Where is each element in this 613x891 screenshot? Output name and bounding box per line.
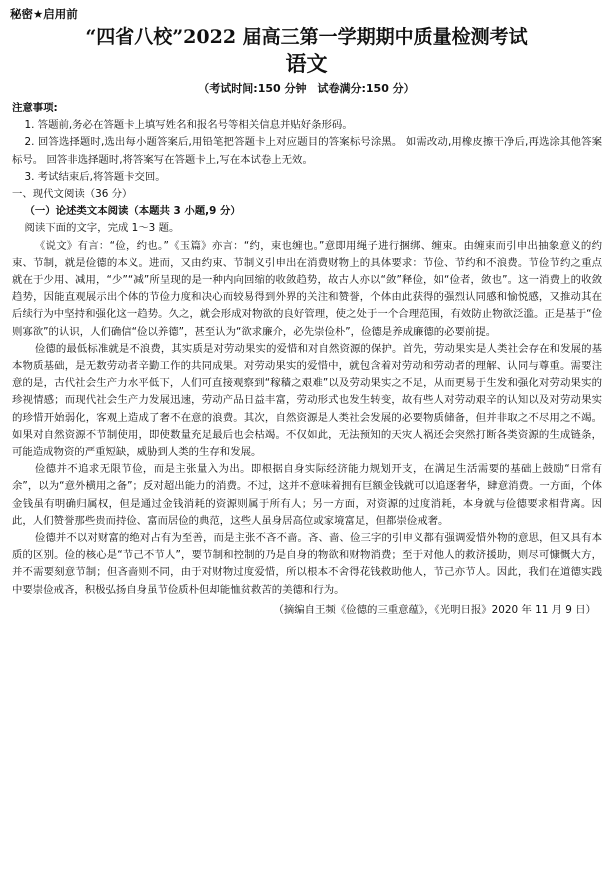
article-source: （摘编自王频《俭德的三重意蕴》，《光明日报》2020 年 11 月 9 日） [273, 603, 596, 616]
article-paragraph: 《说文》有言：“俭，约也。”《玉篇》亦言：“约，束也缠也。”意即用绳子进行捆绑、缠束。由缠束而引申出抽象意义的约束、节制，就是俭德的本义。进而，又由约束、节制义引申出在消费财物上的具体要求：节俭、节约和不浪费。节俭节约之重点就在于少用、减用，“少”“减”所呈现的是一种内向回缩的收敛趋势，故古人亦以“敛”释俭，如“俭者，敛也”。这一消费上的收敛趋势，因能直观展示出个体的节俭力度和决心而较易得到外界的关注和赞誉，个体由此获得的强烈认同感和愉悦感，又推动其在后续行为中坚持和强化这一趋势。久之，就会形成对物欲的良好管理，使之处于一个合理范围，有效防止物欲泛滥。正是基于“俭则寡欲”的认识，人们确信“俭以养德”，甚至认为“欲求廉介，必先崇俭朴”，俭德是养成廉德的必要前提。 [12, 239, 602, 338]
article-paragraph: 俭德的最低标准就是不浪费，其实质是对劳动果实的爱惜和对自然资源的保护。首先，劳动果实是人类社会存在和发展的基本物质基础，是无数劳动者辛勤工作的共同成果。对劳动果实的爱惜中，就包含着对劳动和劳动者的理解、认同与尊重。需要注意的是，古代社会生产力水平低下，人们可直接观察到“稼穑之艰难”以及劳动果实之不足，从而更易于生发和强化对劳动果实的珍视情感；而现代社会生产力发展迅速，劳动产品日益丰富，劳动形式也发生转变，故有些人对劳动艰辛的认知以及对劳动果实的珍惜开始弱化，客观上造成了奢不在意的浪费。其次，自然资源是人类社会发展的必要物质储备，但并非取之不尽用之不竭。如果对自然资源不节制使用，即使数量充足最后也会枯竭。不仅如此，无法预知的天灾人祸还会突然打断各类资源的生成链条，可能造成物资的严重短缺，威胁到人类的生存和发展。 [12, 342, 602, 459]
note-item: 1. 答题前,务必在答题卡上填写姓名和报名号等相关信息并贴好条形码。 [24, 119, 353, 132]
note-item: 3. 考试结束后,将答题卡交回。 [24, 170, 166, 183]
secret-label: 秘密★启用前 [10, 7, 78, 21]
exam-info: （考试时间:150 分钟 试卷满分:150 分） [198, 82, 415, 95]
reading-instruction: 阅读下面的文字，完成 1～3 题。 [24, 222, 180, 235]
note-item: 2. 回答选择题时,选出每小题答案后,用铅笔把答题卡上对应题目的答案标号涂黑。 如需改动,用橡皮擦干净后,再选涂其他答案标号。 回答非选择题时,将答案写在答题卡上,写在本试卷上无效。 [12, 136, 602, 166]
exam-content [12, 100, 602, 619]
exam-title: “四省八校”2022 届高三第一学期期中质量检测考试 [85, 26, 528, 48]
section-heading: 一、现代文阅读（36 分） [12, 188, 133, 201]
notes-heading: 注意事项: [12, 102, 58, 114]
subject-title: 语文 [285, 51, 328, 76]
subsection-heading: （一）论述类文本阅读（本题共 3 小题,9 分） [24, 205, 241, 218]
article-paragraph: 俭德并不以对财富的绝对占有为至善，而是主张不吝不啬。吝、啬、俭三字的引申义都有强调爱惜外物的意思，但又具有本质的区别。俭的核心是“节己不节人”，要节制和控制的乃是自身的物欲和财物消费；至于对他人的救济援助，则尽可慷慨大方，并不需要刻意节制；但吝啬则不同，由于对财物过度爱惜，所以根本不舍得花钱救助他人，节己亦节人。因此，我们在道德实践中要崇俭戒吝，积极弘扬自身虽节俭质朴但却能恤贫救苦的美德和行为。 [12, 532, 602, 596]
article-paragraph: 俭德并不追求无限节俭，而是主张量入为出。即根据自身实际经济能力规划开支，在满足生活需要的基础上鼓励“日常有余”，以为“意外横用之备”；反对超出能力的消费。不过，这并不意味着拥有巨额金钱就可以追逐奢华，肆意消费。一方面，个体金钱虽有明确归属权，但是通过金钱消耗的资源则属于所有人；另一方面，对资源的过度消耗，本身就与俭德要求相背离。因此，人们赞誉那些贵而持俭、富而居俭的典范，这些人虽身居高位或家境富足，但都崇俭戒奢。 [12, 463, 602, 527]
